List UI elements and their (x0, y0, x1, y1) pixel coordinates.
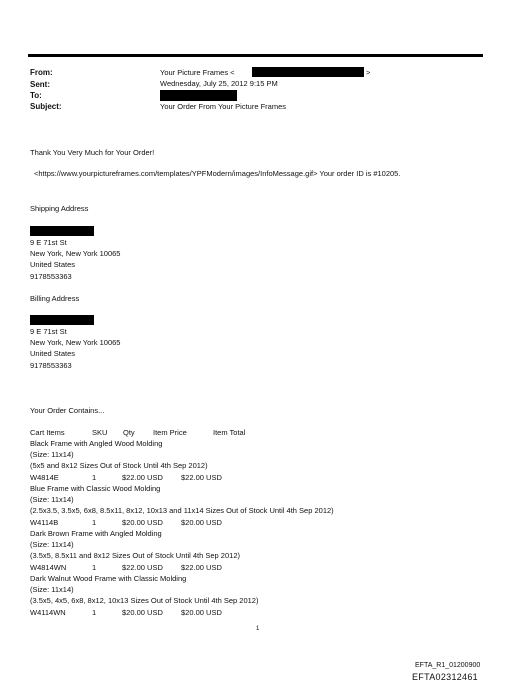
header-rule (28, 54, 483, 57)
shipping-line: United States (30, 260, 76, 270)
item-name: Dark Brown Frame with Angled Molding (30, 529, 162, 538)
order-item (30, 528, 240, 562)
sent-value: Wednesday, July 25, 2012 9:15 PM (160, 79, 278, 88)
from-suffix: > (366, 68, 371, 77)
item-total: $22.00 USD (181, 473, 222, 482)
order-heading: Your Order Contains... (30, 406, 105, 415)
col-sku: SKU (92, 428, 108, 437)
item-size: (Size: 11x14) (30, 540, 74, 550)
order-item (30, 573, 258, 607)
shipping-line: 9 E 71st St (30, 238, 67, 247)
from-label: From: (30, 68, 53, 77)
item-price: $22.00 USD (122, 563, 163, 572)
shipping-line: New York, New York 10065 (30, 249, 121, 259)
item-price: $20.00 USD (122, 608, 163, 617)
redaction-to (160, 90, 237, 101)
shipping-address (30, 237, 120, 282)
item-price: $20.00 USD (122, 518, 163, 527)
from-prefix: Your Picture Frames < (160, 68, 235, 77)
billing-heading: Billing Address (30, 294, 80, 303)
item-note: (2.5x3.5, 3.5x5, 6x8, 8.5x11, 8x12, 10x13 and 11x14 Sizes Out of Stock Until 4th Sep 2012) (30, 506, 334, 516)
redaction-from (252, 67, 364, 77)
item-sku: W4814E (30, 473, 59, 482)
page-number: 1 (256, 626, 260, 632)
shipping-line: 9178553363 (30, 271, 72, 281)
item-note: (3.5x5, 4x5, 6x8, 8x12, 10x13 Sizes Out of Stock Until 4th Sep 2012) (30, 596, 259, 606)
billing-line: New York, New York 10065 (30, 338, 121, 348)
item-qty: 1 (92, 473, 97, 482)
footer-ref-large: EFTA02312461 (412, 672, 478, 682)
item-size: (Size: 11x14) (30, 495, 74, 505)
item-qty: 1 (92, 563, 97, 572)
order-item (30, 438, 208, 472)
subject-value: Your Order From Your Picture Frames (160, 102, 287, 111)
item-sku: W4114WN (30, 608, 66, 617)
redaction-shipping-name (30, 226, 94, 236)
item-sku: W4114B (30, 518, 59, 527)
order-item (30, 483, 334, 517)
item-name: Dark Walnut Wood Frame with Classic Molding (30, 574, 187, 583)
redaction-billing-name (30, 315, 94, 325)
from-value (160, 68, 235, 77)
item-price: $22.00 USD (122, 473, 163, 482)
item-size: (Size: 11x14) (30, 585, 74, 595)
to-label: To: (30, 91, 42, 100)
billing-line: 9 E 71st St (30, 327, 67, 336)
billing-line: United States (30, 349, 76, 359)
shipping-heading: Shipping Address (30, 204, 89, 213)
sent-label: Sent: (30, 80, 50, 89)
col-qty: Qty (123, 428, 135, 437)
item-total: $20.00 USD (181, 608, 222, 617)
order-url-line: <https://www.yourpictureframes.com/templates/YPFModern/images/InfoMessage.gif> Your order ID is #10205. (34, 169, 401, 178)
item-total: $20.00 USD (181, 518, 222, 527)
item-qty: 1 (92, 518, 97, 527)
footer-ref-small: EFTA_R1_01200900 (415, 662, 481, 669)
col-item-price: Item Price (153, 428, 187, 437)
item-note: (3.5x5, 8.5x11 and 8x12 Sizes Out of Stock Until 4th Sep 2012) (30, 551, 240, 561)
col-cart-items: Cart Items (30, 428, 65, 437)
item-row (0, 607, 512, 619)
greeting: Thank You Very Much for Your Order! (30, 148, 155, 157)
item-note: (5x5 and 8x12 Sizes Out of Stock Until 4th Sep 2012) (30, 461, 208, 471)
item-qty: 1 (92, 608, 97, 617)
item-size: (Size: 11x14) (30, 450, 74, 460)
billing-address (30, 326, 120, 371)
item-name: Blue Frame with Classic Wood Molding (30, 484, 161, 493)
item-total: $22.00 USD (181, 563, 222, 572)
col-item-total: Item Total (213, 428, 246, 437)
subject-label: Subject: (30, 102, 62, 111)
item-name: Black Frame with Angled Wood Molding (30, 439, 163, 448)
item-sku: W4814WN (30, 563, 67, 572)
billing-line: 9178553363 (30, 360, 72, 370)
